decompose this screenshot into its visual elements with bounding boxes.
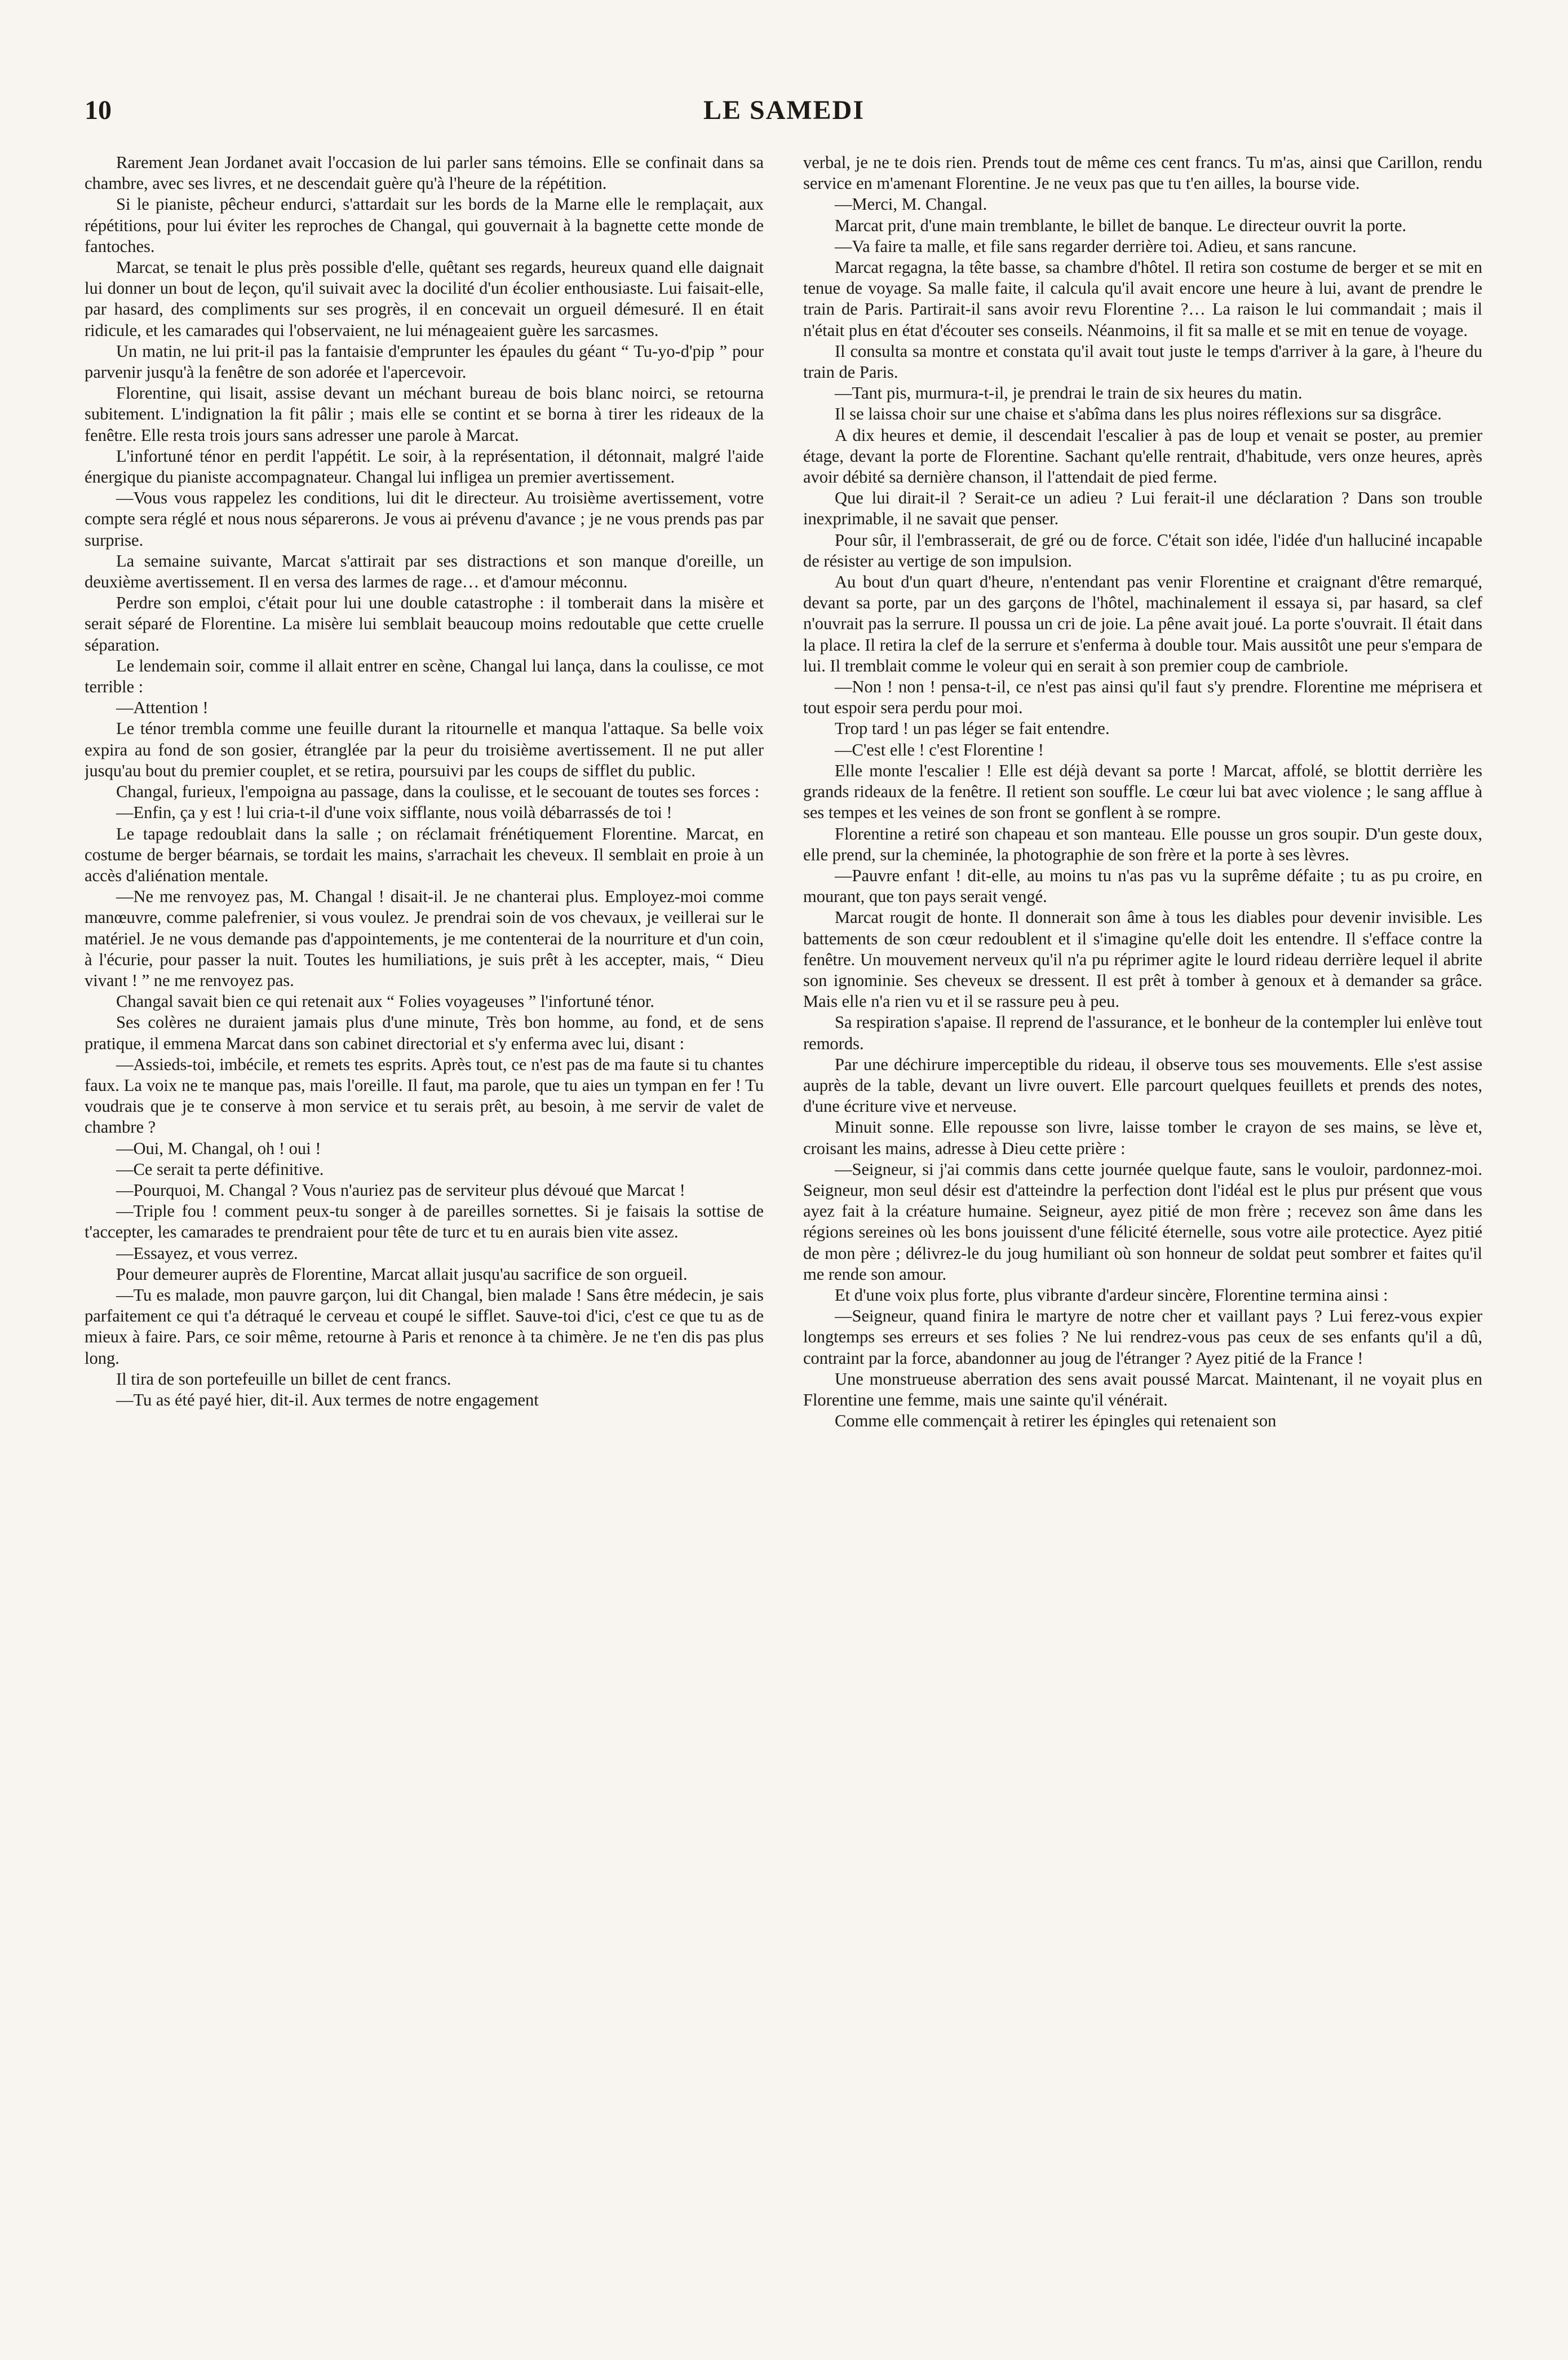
paragraph: Au bout d'un quart d'heure, n'entendant pas venir Florentine et craignant d'être remarqué, devant sa porte, par un des garçons de l'hôtel, machinalement il essaya si, par hasard, sa clef n'ouvrait pas la serrure. Il poussa un cri de joie. La pêne avait joué. La porte s'ouvrait. Il était dans la place. Il retira la clef de la serrure et s'enferma à double tour. Mais aussitôt une peur s'empara de lui. Il tremblait comme le voleur qui en serait à son premier coup de cambriole. xyxy=(803,572,1482,675)
page-number: 10 xyxy=(85,95,112,125)
text-columns xyxy=(85,152,1482,2345)
paragraph: Un matin, ne lui prit-il pas la fantaisie d'emprunter les épaules du géant “ Tu-yo-d'pip ” pour parvenir jusqu'à la fenêtre de son adorée et l'apercevoir. xyxy=(85,341,764,382)
paragraph: —Assieds-toi, imbécile, et remets tes esprits. Après tout, ce n'est pas de ma faute si tu chantes faux. La voix ne te manque pas, mais l'oreille. Il faut, ma parole, que tu aies un tympan en fer ! Tu voudrais que je te conserve à mon service et tu serais prêt, au besoin, à me servir de valet de chambre ? xyxy=(85,1054,764,1137)
paragraph: —Tu es malade, mon pauvre garçon, lui dit Changal, bien malade ! Sans être médecin, je sais parfaitement ce qui t'a détraqué le cerveau et coupé le sifflet. Sauve-toi d'ici, c'est ce que tu as de mieux à faire. Pars, ce soir même, retourne à Paris et renonce à ta chimère. Je ne t'en dis pas plus long. xyxy=(85,1285,764,1368)
paragraph: verbal, je ne te dois rien. Prends tout de même ces cent francs. Tu m'as, ainsi que Carillon, rendu service en m'amenant Florentine. Je ne veux pas que tu t'en ailles, la bourse vide. xyxy=(803,153,1482,193)
paragraph: A dix heures et demie, il descendait l'escalier à pas de loup et venait se poster, au premier étage, devant la porte de Florentine. Sachant qu'elle rentrait, d'habitude, vers onze heures, après avoir débité sa dernière chanson, il l'attendait de pied ferme. xyxy=(803,425,1482,487)
paragraph: —Va faire ta malle, et file sans regarder derrière toi. Adieu, et sans rancune. xyxy=(835,236,1357,256)
paragraph: Marcat prit, d'une main tremblante, le billet de banque. Le directeur ouvrit la porte. xyxy=(835,215,1407,235)
paragraph: Le lendemain soir, comme il allait entrer en scène, Changal lui lança, dans la coulisse, ce mot terrible : xyxy=(85,656,764,697)
paragraph: Le ténor trembla comme une feuille durant la ritournelle et manqua l'attaque. Sa belle voix expira au fond de son gosier, étranglée par la peur du troisième avertissement. Il ne put aller jusqu'au bout du premier couplet, et se retira, poursuivi par les coups de sifflet du public. xyxy=(85,719,764,780)
paragraph: Pour sûr, il l'embrasserait, de gré ou de force. C'était son idée, l'idée d'un halluciné incapable de résister au vertige de son impulsion. xyxy=(803,530,1482,571)
paragraph: Changal, furieux, l'empoigna au passage, dans la coulisse, et le secouant de toutes ses forces : xyxy=(116,782,760,802)
paragraph: —Tu as été payé hier, dit-il. Aux termes de notre engagement xyxy=(116,1390,539,1409)
paragraph: Pour demeurer auprès de Florentine, Marcat allait jusqu'au sacrifice de son orgueil. xyxy=(116,1264,688,1284)
paragraph: Rarement Jean Jordanet avait l'occasion de lui parler sans témoins. Elle se confinait dans sa chambre, avec ses livres, et ne descendait guère qu'à l'heure de la répétition. xyxy=(85,153,764,193)
paragraph: Florentine, qui lisait, assise devant un méchant bureau de bois blanc noirci, se retourna subitement. L'indignation la fit pâlir ; mais elle se contint et se borna à tirer les rideaux de la fenêtre. Elle resta trois jours sans adresser une parole à Marcat. xyxy=(85,383,764,445)
paragraph: Comme elle commençait à retirer les épingles qui retenaient son xyxy=(835,1411,1277,1431)
paragraph: Trop tard ! un pas léger se fait entendre. xyxy=(835,719,1110,739)
paragraph: Il consulta sa montre et constata qu'il avait tout juste le temps d'arriver à la gare, à l'heure du train de Paris. xyxy=(803,341,1482,382)
paragraph: Si le pianiste, pêcheur endurci, s'attardait sur les bords de la Marne elle le remplaçait, aux répétitions, pour lui éviter les reproches de Changal, qui gouvernait à la bagnette cette monde de fantoches. xyxy=(85,195,764,256)
paragraph: Ses colères ne duraient jamais plus d'une minute, Très bon homme, au fond, et de sens pratique, il emmena Marcat dans son cabinet directorial et s'y enferma avec lui, disant : xyxy=(85,1013,764,1053)
paragraph: Marcat rougit de honte. Il donnerait son âme à tous les diables pour devenir invisible. Les battements de son cœur redoublent et il s'imagine qu'elle doit les entendre. Il s'efface contre la fenêtre. Un mouvement nerveux qu'il n'a pu réprimer agite le lourd rideau derrière lequel il abrite son ignominie. Ses cheveux se dressent. Il est prêt à tomber à genoux et à demander sa grâce. Mais elle n'a rien vu et il se rassure peu à peu. xyxy=(803,908,1482,1011)
paragraph: Marcat regagna, la tête basse, sa chambre d'hôtel. Il retira son costume de berger et se mit en tenue de voyage. Sa malle faite, il calcula qu'il avait encore une heure à lui, avant de prendre le train de Paris. Partirait-il sans avoir revu Florentine ?… La raison le lui commandait ; mais il n'était plus en état d'écouter ses conseils. Néanmoins, il fit sa malle et se mit en tenue de voyage. xyxy=(803,258,1482,340)
paragraph: Et d'une voix plus forte, plus vibrante d'ardeur sincère, Florentine termina ainsi : xyxy=(835,1285,1388,1305)
paragraph: Marcat, se tenait le plus près possible d'elle, quêtant ses regards, heureux quand elle daignait lui donner un bout de leçon, qu'il suivait avec la docilité d'un écolier enthousiaste. Lui faisait-elle, par hasard, des compliments sur ses progrès, il en concevait un orgueil démesuré. Il en était ridicule, et les camarades qui l'observaient, ne lui ménageaient guère les sarcasmes. xyxy=(85,258,764,340)
paragraph: Il se laissa choir sur une chaise et s'abîma dans les plus noires réflexions sur sa disgrâce. xyxy=(835,404,1442,424)
paragraph: —Merci, M. Changal. xyxy=(835,195,987,214)
paragraph: Minuit sonne. Elle repousse son livre, laisse tomber le crayon de ses mains, se lève et, croisant les mains, adresse à Dieu cette prière : xyxy=(803,1117,1482,1158)
paragraph: —Ce serait ta perte définitive. xyxy=(116,1159,324,1179)
paragraph: —Enfin, ça y est ! lui cria-t-il d'une voix sifflante, nous voilà débarrassés de toi ! xyxy=(116,803,672,823)
paragraph: —Attention ! xyxy=(116,698,209,718)
paragraph: —C'est elle ! c'est Florentine ! xyxy=(835,740,1044,759)
paragraph: Florentine a retiré son chapeau et son manteau. Elle pousse un gros soupir. D'un geste doux, elle prend, sur la cheminée, la photographie de son frère et la porte à ses lèvres. xyxy=(803,824,1482,864)
paragraph: —Vous vous rappelez les conditions, lui dit le directeur. Au troisième avertissement, votre compte sera réglé et nous nous séparerons. Je vous ai prévenu d'avance ; je ne vous prends pas par surprise. xyxy=(85,488,764,550)
paragraph: Perdre son emploi, c'était pour lui une double catastrophe : il tomberait dans la misère et serait séparé de Florentine. La misère lui semblait beaucoup moins redoutable que cette cruelle séparation. xyxy=(85,593,764,655)
paragraph: —Seigneur, si j'ai commis dans cette journée quelque faute, sans le vouloir, pardonnez-moi. Seigneur, mon seul désir est d'atteindre la perfection dont l'idéal est le plus pur présent que vous ayez fait à la créature humaine. Seigneur, ayez pitié de mon frère ; recevez son âme dans les régions sereines où les bons jouissent d'une félicité éternelle, sous votre aile protectice. Ayez pitié de mon père ; délivrez-le du joug humiliant où son honneur de soldat peut sombrer et faites qu'il me rende son amour. xyxy=(803,1159,1482,1284)
paragraph: Le tapage redoublait dans la salle ; on réclamait frénétiquement Florentine. Marcat, en costume de berger béarnais, se tordait les mains, s'arrachait les cheveux. Il semblait en proie à un accès d'aliénation mentale. xyxy=(85,824,764,885)
page-header xyxy=(85,95,1483,140)
paragraph: —Triple fou ! comment peux-tu songer à de pareilles sornettes. Si je faisais la sottise de t'accepter, les camarades te prendraient pour tête de turc et tu en aurais bien vite assez. xyxy=(85,1201,764,1242)
paragraph: —Non ! non ! pensa-t-il, ce n'est pas ainsi qu'il faut s'y prendre. Florentine me méprisera et tout espoir sera perdu pour moi. xyxy=(803,677,1482,718)
paragraph: Il tira de son portefeuille un billet de cent francs. xyxy=(116,1369,451,1389)
paragraph: Par une déchirure imperceptible du rideau, il observe tous ses mouvements. Elle s'est assise auprès de la table, devant un livre ouvert. Elle parcourt quelques feuillets et prends des notes, d'une écriture vive et nerveuse. xyxy=(803,1054,1482,1116)
paragraph: —Pauvre enfant ! dit-elle, au moins tu n'as pas vu la suprême défaite ; tu as pu croire, en mourant, que ton pays serait vengé. xyxy=(803,865,1482,907)
paragraph: —Seigneur, quand finira le martyre de notre cher et vaillant pays ? Lui ferez-vous expier longtemps ses erreurs et ses folies ? Ne lui rendrez-vous pas ceux de ses enfants qu'il a dû, contraint par la force, abandonner au joug de l'étranger ? Ayez pitié de la France ! xyxy=(803,1306,1482,1368)
paragraph: L'infortuné ténor en perdit l'appétit. Le soir, à la représentation, il détonnait, malgré l'aide énergique du pianiste accompagnateur. Changal lui infligea un premier avertissement. xyxy=(85,446,764,487)
paragraph: —Ne me renvoyez pas, M. Changal ! disait-il. Je ne chanterai plus. Employez-moi comme manœuvre, comme palefrenier, si vous voulez. Je prendrai soin de vos chevaux, je veillerai sur le matériel. Je ne vous demande pas d'appointements, je me contenterai de la nourriture et d'un coin, à l'écurie, pour passer la nuit. Toutes les humiliations, je suis prêt à les accepter, mais, “ Dieu vivant ! ” ne me renvoyez pas. xyxy=(85,887,764,990)
paragraph: —Tant pis, murmura-t-il, je prendrai le train de six heures du matin. xyxy=(835,383,1303,403)
paragraph: —Essayez, et vous verrez. xyxy=(116,1243,298,1263)
right-column xyxy=(803,152,1482,2345)
paragraph: La semaine suivante, Marcat s'attirait par ses distractions et son manque d'oreille, un deuxième avertissement. Il en versa des larmes de rage… et d'amour méconnu. xyxy=(85,551,764,592)
paragraph: Que lui dirait-il ? Serait-ce un adieu ? Lui ferait-il une déclaration ? Dans son trouble inexprimable, il ne savait que penser. xyxy=(803,488,1482,529)
publication-title: LE SAMEDI xyxy=(703,95,865,125)
paragraph: —Pourquoi, M. Changal ? Vous n'auriez pas de serviteur plus dévoué que Marcat ! xyxy=(116,1180,685,1200)
paragraph: Sa respiration s'apaise. Il reprend de l'assurance, et le bonheur de la contempler lui enlève tout remords. xyxy=(803,1013,1482,1053)
paragraph: Elle monte l'escalier ! Elle est déjà devant sa porte ! Marcat, affolé, se blottit derrière les grands rideaux de la fenêtre. Il retient son souffle. Le cœur lui bat avec violence ; le sang afflue à ses tempes et les veines de son front se gonflent à se rompre. xyxy=(803,761,1482,823)
paragraph: Une monstrueuse aberration des sens avait poussé Marcat. Maintenant, il ne voyait plus en Florentine une femme, mais une sainte qu'il vénérait. xyxy=(803,1369,1482,1409)
paragraph: Changal savait bien ce qui retenait aux “ Folies voyageuses ” l'infortuné ténor. xyxy=(116,992,654,1011)
paragraph: —Oui, M. Changal, oh ! oui ! xyxy=(116,1138,321,1158)
left-column xyxy=(85,152,764,2345)
